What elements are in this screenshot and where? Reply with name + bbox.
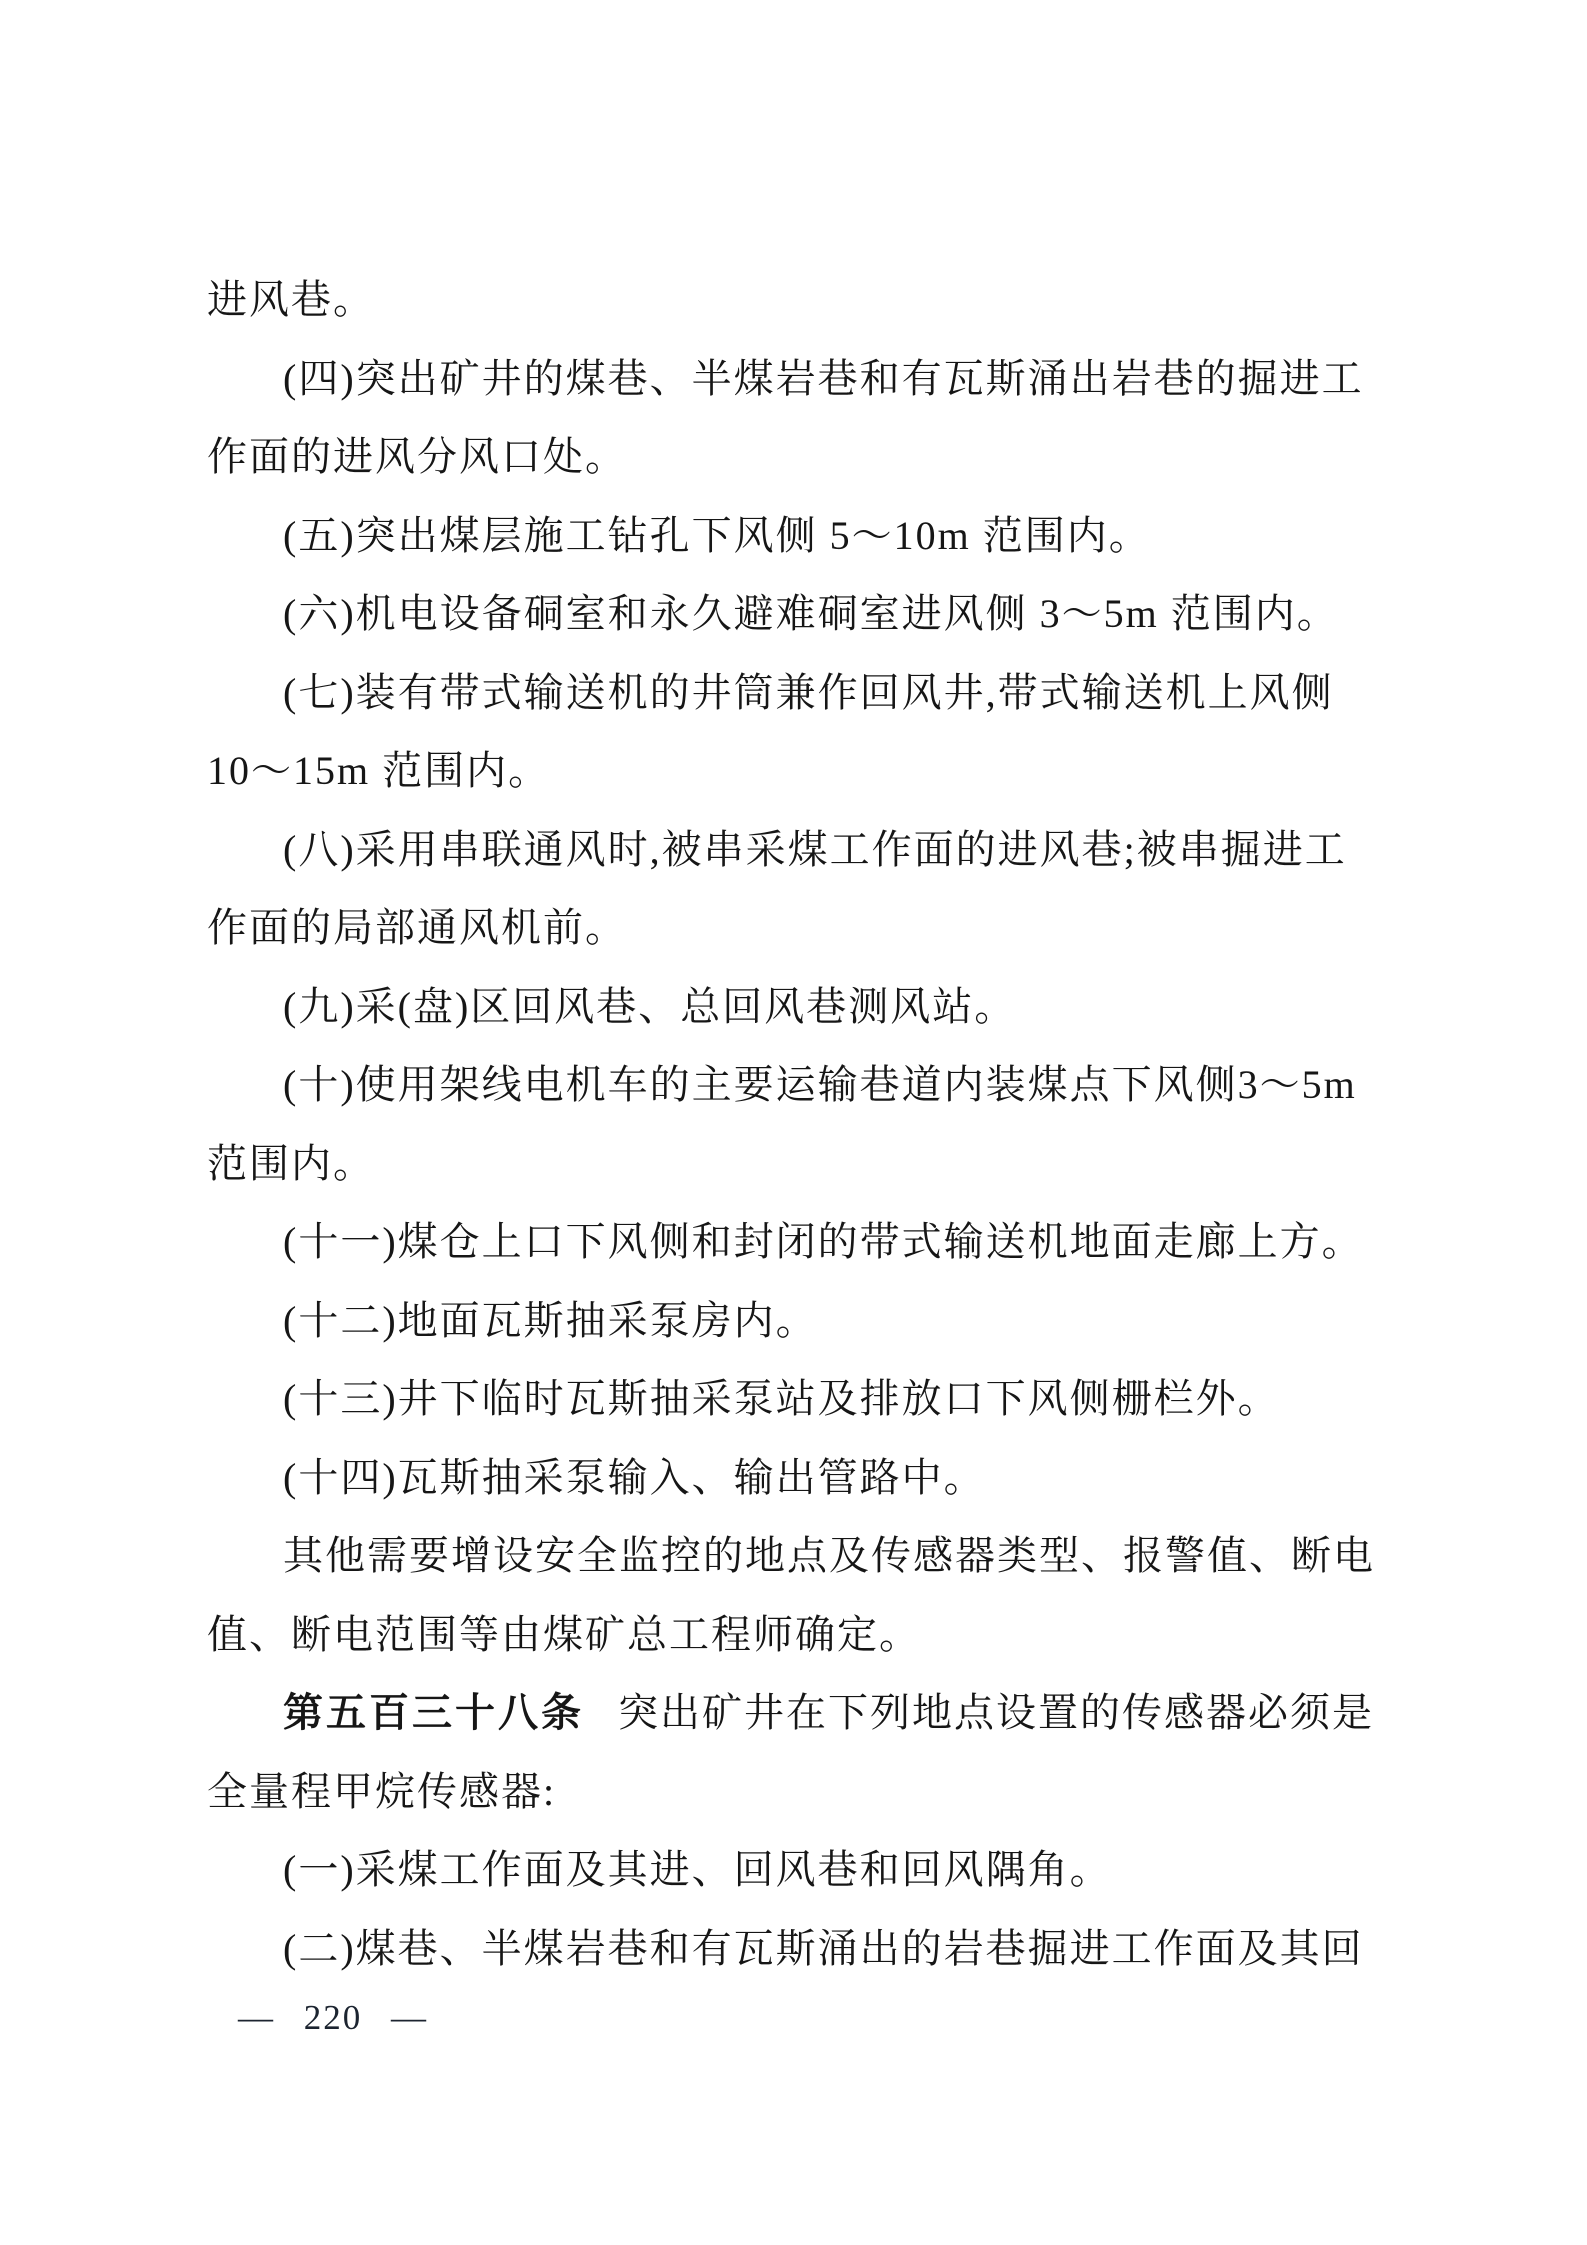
text-line: (十二)地面瓦斯抽采泵房内。: [283, 1297, 818, 1343]
document-body: [207, 261, 1383, 1988]
text-line: 全量程甲烷传感器:: [207, 1768, 557, 1814]
text-line: 其他需要增设安全监控的地点及传感器类型、报警值、断电: [283, 1533, 1375, 1578]
text-line: (五)突出煤层施工钻孔下风侧 5～10m 范围内。: [283, 512, 1151, 558]
page-number: — 220 —: [238, 1998, 428, 2037]
text-line: 10～15m 范围内。: [207, 748, 551, 793]
text-line: (十三)井下临时瓦斯抽采泵站及排放口下风侧栅栏外。: [283, 1376, 1280, 1421]
text-line: 作面的进风分风口处。: [207, 434, 627, 479]
text-line: (六)机电设备硐室和永久避难硐室进风侧 3～5m 范围内。: [283, 591, 1339, 636]
article-number: 第五百三十八条: [283, 1691, 584, 1735]
article-intro-text: 突出矿井在下列地点设置的传感器必须是: [618, 1690, 1374, 1735]
text-line: 作面的局部通风机前。: [207, 905, 627, 950]
text-line: (九)采(盘)区回风巷、总回风巷测风站。: [283, 983, 1017, 1029]
text-line: (四)突出矿井的煤巷、半煤岩巷和有瓦斯涌出岩巷的掘进工: [283, 355, 1364, 401]
article-line: [207, 1674, 1383, 1753]
text-line: (七)装有带式输送机的井筒兼作回风井,带式输送机上风侧: [283, 669, 1334, 715]
text-line: (十一)煤仓上口下风侧和封闭的带式输送机地面走廊上方。: [283, 1219, 1364, 1264]
text-line: 范围内。: [207, 1140, 375, 1186]
text-line: (十四)瓦斯抽采泵输入、输出管路中。: [283, 1454, 986, 1500]
text-line: (十)使用架线电机车的主要运输巷道内装煤点下风侧3～5m: [283, 1062, 1357, 1107]
text-line: 值、断电范围等由煤矿总工程师确定。: [207, 1611, 921, 1657]
text-line: (二)煤巷、半煤岩巷和有瓦斯涌出的岩巷掘进工作面及其回: [283, 1925, 1364, 1971]
text-line: (一)采煤工作面及其进、回风巷和回风隅角。: [283, 1847, 1112, 1892]
text-line: 进风巷。: [207, 277, 375, 322]
text-line: (八)采用串联通风时,被串采煤工作面的进风巷;被串掘进工: [283, 826, 1347, 872]
page-footer: [238, 1998, 428, 2038]
